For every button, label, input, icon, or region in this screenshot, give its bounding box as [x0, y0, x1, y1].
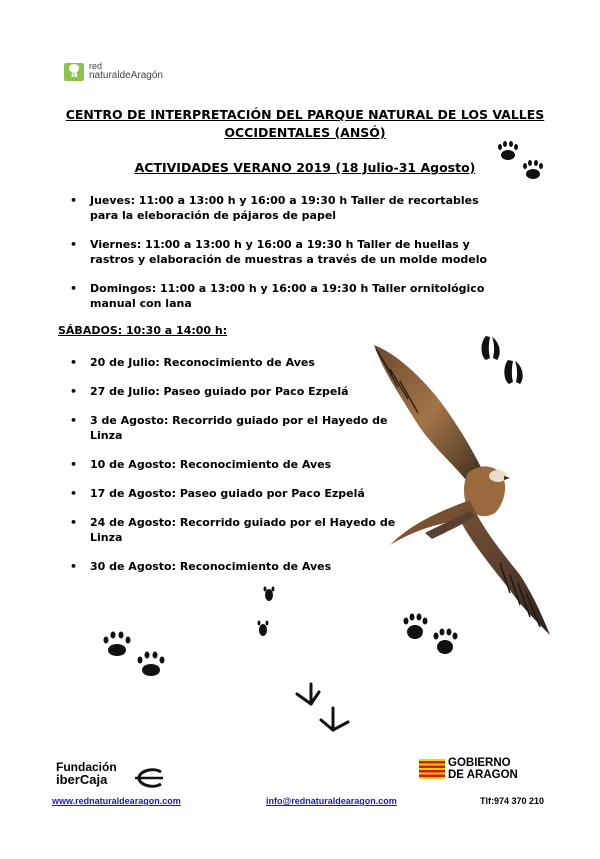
logo-text-line1: red: [89, 61, 103, 71]
document-title-line2: OCCIDENTALES (ANSÓ): [224, 125, 386, 140]
logo-text-line2: naturaldeAragón: [89, 70, 163, 81]
phone-number: Tlf:974 370 210: [480, 796, 545, 806]
ibercaja-symbol-icon: [133, 768, 167, 788]
paw-prints-icon: [398, 605, 468, 665]
list-item: • Domingos: 11:00 a 13:00 h y 16:00 a 19:30 h Taller ornitológico manual con lana: [58, 281, 503, 311]
griffon-vulture-image: [370, 335, 555, 640]
ibercaja-logo-line1: Fundación: [56, 760, 117, 774]
email-link[interactable]: info@rednaturaldearagon.com: [266, 796, 397, 806]
list-item: • 20 de Julio: Reconocimiento de Aves: [58, 355, 418, 370]
bird-tracks-icon: [255, 585, 295, 655]
document-subtitle: ACTIVIDADES VERANO 2019 (18 Julio-31 Agosto): [134, 160, 476, 175]
weekday-activities-list: [58, 193, 503, 325]
paw-prints-icon: [100, 628, 175, 688]
list-item: • 17 de Agosto: Paseo guiado por Paco Ezpelá: [58, 486, 418, 501]
saturdays-heading: SÁBADOS: 10:30 a 14:00 h:: [58, 324, 228, 337]
logo-mark: a: [71, 69, 78, 80]
gobierno-logo-line1: GOBIERNO: [448, 757, 511, 769]
list-item: • 27 de Julio: Paseo guiado por Paco Ezpelá: [58, 384, 418, 399]
list-item: • 3 de Agosto: Recorrido guiado por el Hayedo de Linza: [58, 413, 418, 443]
paw-prints-icon: [493, 138, 553, 188]
aragon-flag-icon: [419, 759, 445, 779]
ibercaja-logo-line2: iberCaja: [56, 772, 108, 787]
red-natural-aragon-logo: [64, 63, 84, 81]
list-item: • 30 de Agosto: Reconocimiento de Aves: [58, 559, 418, 574]
list-item: • Viernes: 11:00 a 13:00 h y 16:00 a 19:30 h Taller de huellas y rastros y elaboración de muestras a través de un molde modelo: [58, 237, 503, 267]
list-item: • 10 de Agosto: Reconocimiento de Aves: [58, 457, 418, 472]
list-item: • 24 de Agosto: Recorrido guiado por el Hayedo de Linza: [58, 515, 418, 545]
website-link[interactable]: www.rednaturaldearagon.com: [52, 796, 181, 806]
list-item: • Jueves: 11:00 a 13:00 h y 16:00 a 19:30 h Taller de recortables para la eleboración de pájaros de papel: [58, 193, 503, 223]
bird-footprints-icon: [293, 678, 358, 733]
gobierno-logo-line2: DE ARAGON: [448, 769, 518, 781]
document-title-line1: CENTRO DE INTERPRETACIÓN DEL PARQUE NATURAL DE LOS VALLES: [65, 107, 545, 122]
saturday-activities-list: [58, 355, 418, 588]
